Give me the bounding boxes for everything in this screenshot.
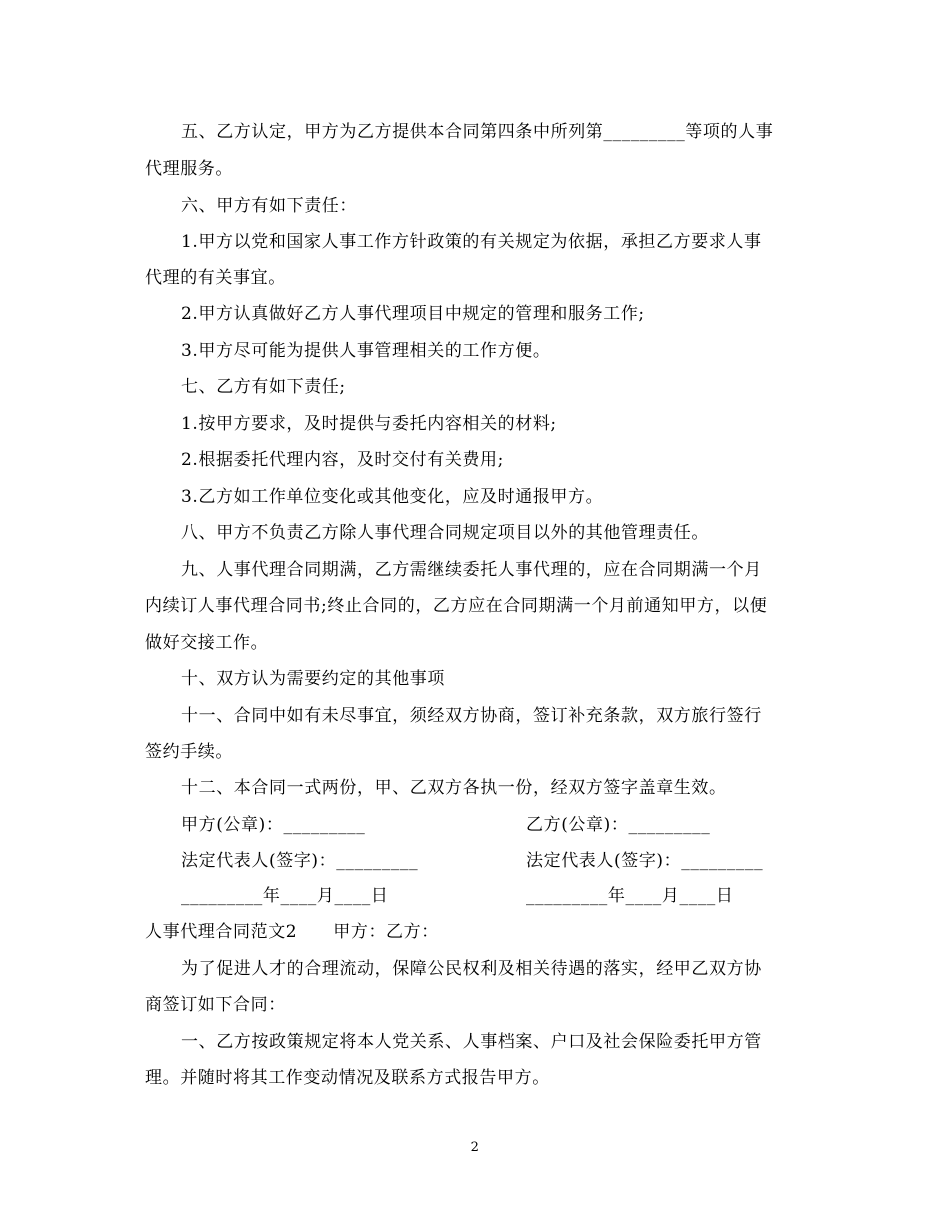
page-number: 2	[470, 1140, 480, 1155]
clause-9-line-2: 内续订人事代理合同书;终止合同的，乙方应在合同期满一个月前通知甲方，以便	[145, 596, 768, 616]
clause-10: 十、双方认为需要约定的其他事项	[181, 669, 445, 689]
party-a-date: _________年____月____日	[181, 886, 389, 906]
clause-9-line-1: 九、人事代理合同期满，乙方需继续委托人事代理的，应在合同期满一个月	[181, 560, 762, 580]
clause-7-item-1: 1.按甲方要求，及时提供与委托内容相关的材料;	[181, 414, 557, 434]
clause-12: 十二、本合同一式两份，甲、乙双方各执一份，经双方签字盖章生效。	[181, 778, 727, 798]
clause-6-item-1-line-2: 代理的有关事宜。	[145, 268, 286, 288]
party-b-date: _________年____月____日	[526, 886, 734, 906]
party-a-representative: 法定代表人(签字)：_________	[181, 851, 419, 871]
section-2-clause-1-line-2: 理。并随时将其工作变动情况及联系方式报告甲方。	[145, 1068, 550, 1088]
clause-7-item-2: 2.根据委托代理内容，及时交付有关费用;	[181, 450, 504, 470]
clause-5-line-2: 代理服务。	[145, 159, 233, 179]
section-2-clause-1-line-1: 一、乙方按政策规定将本人党关系、人事档案、户口及社会保险委托甲方管	[181, 1032, 762, 1052]
clause-9-line-3: 做好交接工作。	[145, 633, 269, 653]
clause-6-heading: 六、甲方有如下责任：	[181, 196, 357, 216]
clause-6-item-2: 2.甲方认真做好乙方人事代理项目中规定的管理和服务工作;	[181, 304, 645, 324]
clause-8: 八、甲方不负责乙方除人事代理合同规定项目以外的其他管理责任。	[181, 523, 709, 543]
clause-5-line-1: 五、乙方认定，甲方为乙方提供本合同第四条中所列第_________等项的人事	[181, 122, 774, 142]
clause-6-item-3: 3.甲方尽可能为提供人事管理相关的工作方便。	[181, 341, 551, 361]
section-2-intro-line-1: 为了促进人才的合理流动，保障公民权利及相关待遇的落实，经甲乙双方协	[181, 959, 762, 979]
party-a-seal: 甲方(公章)：_________	[181, 815, 366, 835]
clause-11-line-1: 十一、合同中如有未尽事宜，须经双方协商，签订补充条款，双方旅行签行	[181, 706, 762, 726]
party-b-seal: 乙方(公章)：_________	[526, 815, 711, 835]
party-b-representative: 法定代表人(签字)：_________	[526, 851, 764, 871]
section-2-heading: 人事代理合同范文2 甲方：乙方：	[145, 922, 439, 942]
section-2-intro-line-2: 商签订如下合同：	[145, 995, 286, 1015]
clause-11-line-2: 签约手续。	[145, 742, 233, 762]
clause-7-heading: 七、乙方有如下责任;	[181, 377, 346, 397]
clause-6-item-1-line-1: 1.甲方以党和国家人事工作方针政策的有关规定为依据，承担乙方要求人事	[181, 232, 762, 252]
clause-7-item-3: 3.乙方如工作单位变化或其他变化，应及时通报甲方。	[181, 487, 604, 507]
